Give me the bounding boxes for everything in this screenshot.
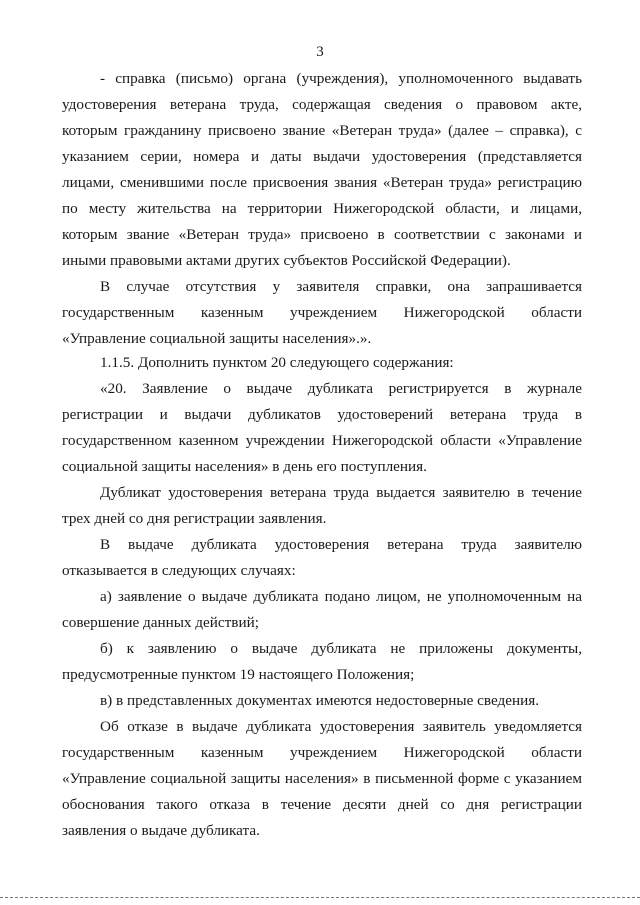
- text-line: государственным казенным учреждением Нижегородской области: [62, 744, 582, 761]
- text-line: иными правовыми актами других субъектов Российской Федерации).: [62, 252, 511, 269]
- text-line: заявления о выдаче дубликата.: [62, 822, 260, 839]
- text-line: лицами, сменившими после присвоения звания «Ветеран труда» регистрацию: [62, 174, 582, 191]
- scan-edge-rule: [0, 897, 640, 898]
- text-line: которым гражданину присвоено звание «Ветеран труда» (далее – справка), с: [62, 122, 582, 139]
- text-line: Об отказе в выдаче дубликата удостоверения заявитель уведомляется: [100, 718, 582, 735]
- text-line: «Управление социальной защиты населения».».: [62, 330, 372, 347]
- text-line: регистрации и выдачи дубликатов удостоверений ветерана труда в: [62, 406, 582, 423]
- text-line: В случае отсутствия у заявителя справки, она запрашивается: [100, 278, 582, 295]
- text-line: указанием серии, номера и даты выдачи удостоверения (представляется: [62, 148, 582, 165]
- text-line: Дубликат удостоверения ветерана труда выдается заявителю в течение: [100, 484, 582, 501]
- text-line: В выдаче дубликата удостоверения ветерана труда заявителю: [100, 536, 582, 553]
- text-line: социальной защиты населения» в день его поступления.: [62, 458, 427, 475]
- text-line: отказывается в следующих случаях:: [62, 562, 296, 579]
- text-line: «Управление социальной защиты населения» в письменной форме с указанием: [62, 770, 582, 787]
- text-line: совершение данных действий;: [62, 614, 259, 631]
- text-line: по месту жительства на территории Нижегородской области, и лицами,: [62, 200, 582, 217]
- text-line: которым звание «Ветеран труда» присвоено в соответствии с законами и: [62, 226, 582, 243]
- text-line: «20. Заявление о выдаче дубликата регистрируется в журнале: [100, 380, 582, 397]
- text-line: в) в представленных документах имеются недостоверные сведения.: [100, 692, 540, 709]
- text-line: обоснования такого отказа в течение десяти дней со дня регистрации: [62, 796, 582, 813]
- text-line: государственным казенным учреждением Нижегородской области: [62, 304, 582, 321]
- text-line: предусмотренные пунктом 19 настоящего Положения;: [62, 666, 415, 683]
- text-line: б) к заявлению о выдаче дубликата не приложены документы,: [100, 640, 582, 657]
- text-line: - справка (письмо) органа (учреждения), уполномоченного выдавать: [100, 70, 582, 87]
- text-line: удостоверения ветерана труда, содержащая сведения о правовом акте,: [62, 96, 582, 113]
- text-line: государственном казенном учреждении Нижегородской области «Управление: [62, 432, 582, 449]
- page-number: 3: [316, 44, 324, 60]
- text-line: трех дней со дня регистрации заявления.: [62, 510, 327, 527]
- text-line: 1.1.5. Дополнить пунктом 20 следующего содержания:: [100, 354, 454, 371]
- text-line: а) заявление о выдаче дубликата подано лицом, не уполномоченным на: [100, 588, 582, 605]
